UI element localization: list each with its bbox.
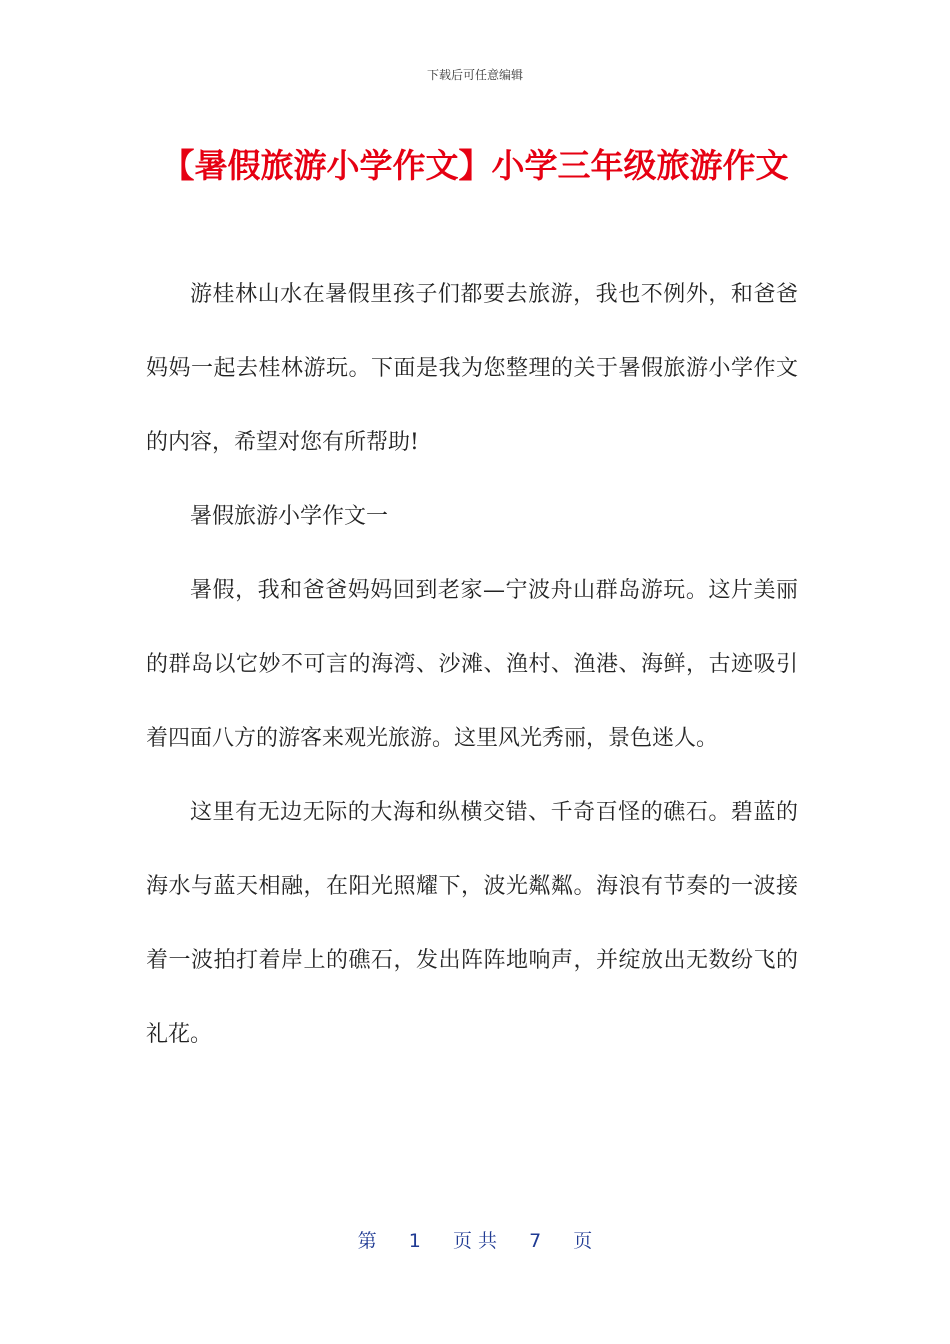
footer-prefix: 第 bbox=[357, 1230, 377, 1252]
paragraph-subheading: 暑假旅游小学作文一 bbox=[190, 504, 389, 529]
paragraph-intro: 游桂林山水在暑假里孩子们都要去旅游，我也不例外，和爸爸妈妈一起去桂林游玩。下面是我为您整理的关于暑假旅游小学作文的内容，希望对您有所帮助! bbox=[146, 282, 798, 455]
footer-page-number: 1 bbox=[408, 1230, 421, 1252]
footer-page-total: 7 bbox=[529, 1230, 542, 1252]
paragraph-trip: 暑假，我和爸爸妈妈回到老家—宁波舟山群岛游玩。这片美丽的群岛以它妙不可言的海湾、沙滩、渔村、渔港、海鲜，古迹吸引着四面八方的游客来观光旅游。这里风光秀丽，景色迷人。 bbox=[146, 578, 798, 751]
footer-suffix: 页 bbox=[573, 1230, 593, 1252]
footer-middle: 页 共 bbox=[452, 1230, 498, 1252]
document-title: 【暑假旅游小学作文】小学三年级旅游作文 bbox=[161, 146, 789, 185]
document-body bbox=[146, 258, 798, 1072]
paragraph-sea: 这里有无边无际的大海和纵横交错、千奇百怪的礁石。碧蓝的海水与蓝天相融，在阳光照耀下，波光粼粼。海浪有节奏的一波接着一波拍打着岸上的礁石，发出阵阵地响声，并绽放出无数纷飞的礼花。 bbox=[146, 800, 798, 1047]
header-note: 下载后可任意编辑 bbox=[426, 68, 523, 82]
page-footer bbox=[0, 1226, 950, 1253]
